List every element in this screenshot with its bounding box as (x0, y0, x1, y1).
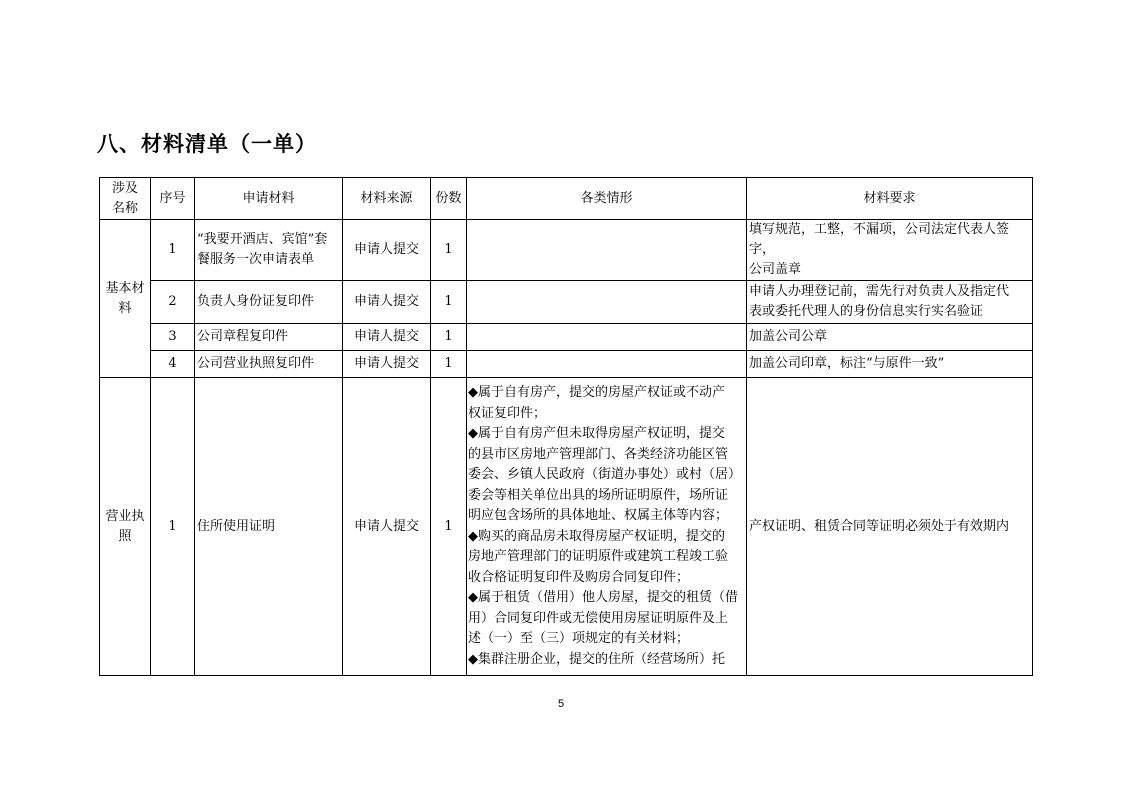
table-header-row (100, 178, 1033, 220)
cell-case (467, 281, 747, 324)
cell-count: 1 (431, 281, 467, 324)
cell-material: 住所使用证明 (195, 378, 343, 676)
page-number: 5 (557, 698, 565, 710)
cell-count: 1 (431, 220, 467, 281)
cell-count: 1 (431, 351, 467, 378)
cell-no: 2 (151, 281, 195, 324)
cell-requirement: 产权证明、租赁合同等证明必须处于有效期内 (747, 378, 1033, 676)
cell-no: 1 (151, 378, 195, 676)
table-row (100, 324, 1033, 351)
cell-requirement: 申请人办理登记前，需先行对负责人及指定代 表或委托代理人的身份信息实行实名验证 (747, 281, 1033, 324)
cell-count: 1 (431, 378, 467, 676)
cell-material: “我要开酒店、宾馆”套 餐服务一次申请表单 (195, 220, 343, 281)
cell-source: 申请人提交 (343, 220, 431, 281)
cell-material: 公司章程复印件 (195, 324, 343, 351)
group-name-basic: 基本材 料 (100, 220, 151, 378)
header-count: 份数 (431, 178, 467, 220)
cell-no: 1 (151, 220, 195, 281)
cell-count: 1 (431, 324, 467, 351)
cell-requirement: 填写规范，工整，不漏项，公司法定代表人签字， 公司盖章 (747, 220, 1033, 281)
cell-no: 3 (151, 324, 195, 351)
group-name-license: 营业执 照 (100, 378, 151, 676)
cell-case (467, 220, 747, 281)
cell-source: 申请人提交 (343, 351, 431, 378)
header-source: 材料来源 (343, 178, 431, 220)
table-row (100, 351, 1033, 378)
cell-material: 公司营业执照复印件 (195, 351, 343, 378)
cell-source: 申请人提交 (343, 378, 431, 676)
cell-requirement: 加盖公司印章，标注“与原件一致” (747, 351, 1033, 378)
header-requirement: 材料要求 (747, 178, 1033, 220)
table-row (100, 378, 1033, 676)
header-material: 申请材料 (195, 178, 343, 220)
cell-requirement: 加盖公司公章 (747, 324, 1033, 351)
cell-case: ◆属于自有房产，提交的房屋产权证或不动产 权证复印件； ◆属于自有房产但未取得房屋产权证明，提交 的县市区房地产管理部门、各类经济功能区管 委会、乡镇人民政府（街道办事处）或村（居） 委会等相关单位出具的场所证明原件，场所证 明应包含场所的具体地址、权属主体等内容； ◆购买的商品房未取得房屋产权证明，提交的 房地产管理部门的证明原件或建筑工程竣工验 收合格证明复印件及购房合同复印件； ◆属于租赁（借用）他人房屋，提交的租赁（借 用）合同复印件或无偿使用房屋证明原件及上 述（一）至（三）项规定的有关材料； ◆集群注册企业，提交的住所（经营场所）托 (467, 378, 747, 676)
cell-case (467, 324, 747, 351)
header-no: 序号 (151, 178, 195, 220)
cell-case (467, 351, 747, 378)
cell-source: 申请人提交 (343, 324, 431, 351)
materials-table (99, 177, 1033, 676)
cell-source: 申请人提交 (343, 281, 431, 324)
cell-no: 4 (151, 351, 195, 378)
header-case: 各类情形 (467, 178, 747, 220)
table-row (100, 281, 1033, 324)
section-title: 八、材料清单（一单） (97, 132, 317, 156)
header-name: 涉及 名称 (100, 178, 151, 220)
cell-material: 负责人身份证复印件 (195, 281, 343, 324)
table-row (100, 220, 1033, 281)
